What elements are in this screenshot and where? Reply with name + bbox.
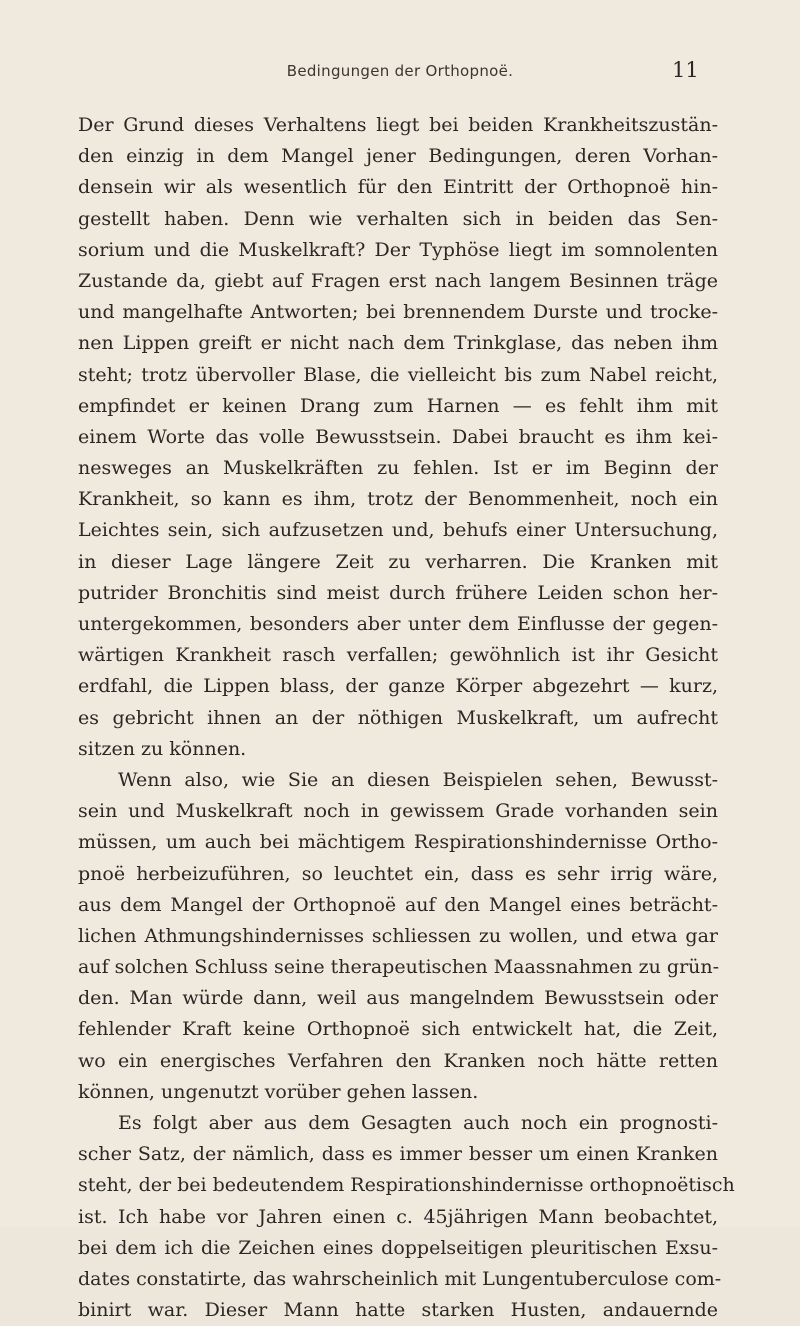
text-line: dates constatirte, das wahrscheinlich mit Lungentuberculose com- — [78, 1267, 722, 1290]
text-line: fehlender Kraft keine Orthopnoë sich entwickelt hat, die Zeit, — [78, 1018, 718, 1041]
text-line: nesweges an Muskelkräften zu fehlen. Ist er im Beginn der — [78, 457, 718, 480]
text-line: putrider Bronchitis sind meist durch frühere Leiden schon her- — [78, 581, 718, 604]
text-line: densein wir als wesentlich für den Eintritt der Orthopnoë hin- — [78, 176, 718, 199]
running-head: Bedingungen der Orthopnoë. — [286, 62, 514, 80]
text-line: Der Grund dieses Verhaltens liegt bei beiden Krankheitszustän- — [78, 114, 718, 136]
text-line: den. Man würde dann, weil aus mangelndem Bewusstsein oder — [78, 987, 718, 1010]
text-line: Krankheit, so kann es ihm, trotz der Benommenheit, noch ein — [78, 488, 718, 511]
paragraph-first-line: Es folgt aber aus dem Gesagten auch noch ein prognosti- — [118, 1112, 718, 1134]
text-line: auf solchen Schluss seine therapeutischen Maassnahmen zu grün- — [78, 956, 720, 979]
text-line: wärtigen Krankheit rasch verfallen; gewöhnlich ist ihr Gesicht — [78, 644, 718, 667]
text-line: Zustande da, giebt auf Fragen erst nach langem Besinnen träge — [78, 269, 718, 292]
text-line: pnoë herbeizuführen, so leuchtet ein, dass es sehr irrig wäre, — [78, 862, 718, 885]
body-text — [78, 110, 735, 1326]
text-line: untergekommen, besonders aber unter dem Einflusse der gegen- — [78, 613, 718, 635]
text-line: können, ungenutzt vorüber gehen lassen. — [78, 1080, 479, 1103]
text-line: wo ein energisches Verfahren den Kranken noch hätte retten — [78, 1049, 718, 1072]
text-line: und mangelhafte Antworten; bei brennendem Durste und trocke- — [78, 301, 718, 324]
text-line: sein und Muskelkraft noch in gewissem Grade vorhanden sein — [78, 800, 718, 823]
text-line: einem Worte das volle Bewusstsein. Dabei braucht es ihm kei- — [78, 425, 718, 448]
text-line: es gebricht ihnen an der nöthigen Muskelkraft, um aufrecht — [78, 706, 718, 729]
text-line: gestellt haben. Denn wie verhalten sich in beiden das Sen- — [78, 207, 718, 230]
text-line: empfindet er keinen Drang zum Harnen — es fehlt ihm mit — [78, 394, 718, 417]
text-line: binirt war. Dieser Mann hatte starken Husten, andauernde — [78, 1299, 718, 1322]
text-line: müssen, um auch bei mächtigem Respirationshindernisse Ortho- — [78, 831, 718, 854]
page-header — [0, 58, 800, 90]
text-line: lichen Athmungshindernisses schliessen zu wollen, und etwa gar — [78, 924, 718, 947]
text-line: steht; trotz übervoller Blase, die vielleicht bis zum Nabel reicht, — [78, 363, 718, 386]
text-line: bei dem ich die Zeichen eines doppelseitigen pleuritischen Exsu- — [78, 1236, 718, 1259]
text-line: erdfahl, die Lippen blass, der ganze Körper abgezehrt — kurz, — [78, 675, 718, 698]
paragraph-first-line: Wenn also, wie Sie an diesen Beispielen sehen, Bewusst- — [118, 768, 718, 791]
text-line: aus dem Mangel der Orthopnoë auf den Mangel eines beträcht- — [78, 893, 718, 916]
text-line: sitzen zu können. — [78, 737, 247, 760]
page-number: 11 — [672, 58, 699, 82]
text-line: nen Lippen greift er nicht nach dem Trinkglase, das neben ihm — [78, 332, 718, 355]
text-line: steht, der bei bedeutendem Respirationshindernisse orthopnoëtisch — [78, 1174, 735, 1197]
text-line: den einzig in dem Mangel jener Bedingungen, deren Vorhan- — [78, 145, 718, 168]
text-line: Leichtes sein, sich aufzusetzen und, behufs einer Untersuchung, — [78, 519, 718, 542]
text-line: in dieser Lage längere Zeit zu verharren. Die Kranken mit — [78, 550, 718, 573]
text-line: ist. Ich habe vor Jahren einen c. 45jährigen Mann beobachtet, — [78, 1205, 718, 1228]
text-line: scher Satz, der nämlich, dass es immer besser um einen Kranken — [78, 1143, 718, 1166]
text-line: sorium und die Muskelkraft? Der Typhöse liegt im somnolenten — [78, 238, 718, 261]
